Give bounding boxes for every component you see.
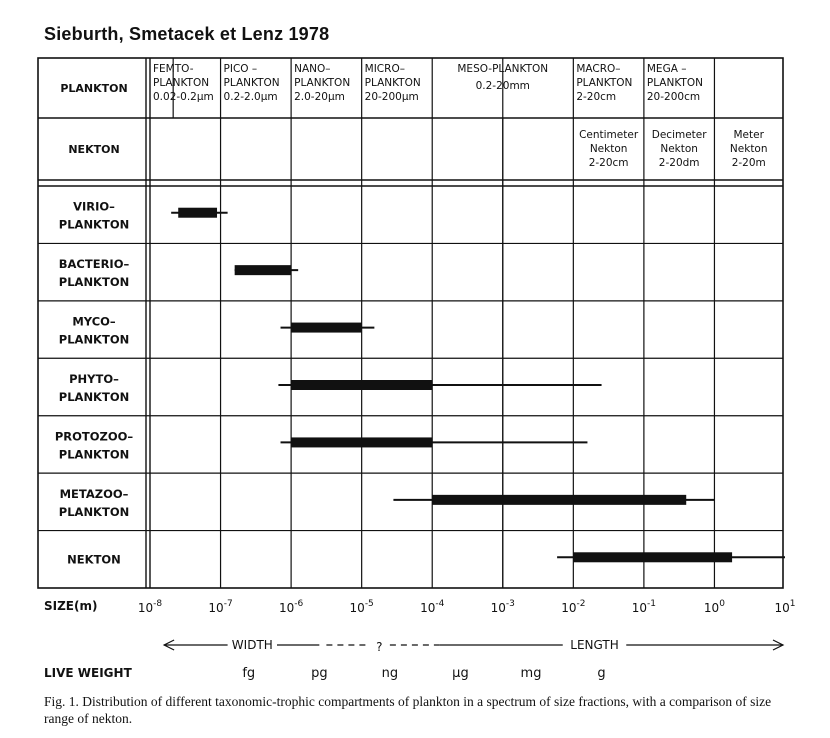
nekton-class-name: Centimeter [579,129,639,141]
weight-unit: ng [381,666,399,681]
series-label: PLANKTON [58,390,130,404]
plankton-class-name: MICRO– [364,63,405,75]
series-label: PLANKTON [58,504,130,519]
plankton-class-name: PLANKTON [646,77,703,89]
x-axis-label: SIZE(m) [44,599,98,613]
nekton-class-range: 2-20dm [658,157,700,169]
range-bar [291,323,362,333]
plankton-class-name: NANO– [294,63,331,75]
x-tick-label: $10^{-2}$ [561,599,586,615]
x-tick-label: $10^{-7}$ [208,599,233,615]
x-tick-label: $10^{-8}$ [137,599,163,615]
nekton-class-name: Decimeter [651,129,707,141]
series-label: PHYTO– [69,372,119,386]
weight-unit: g [597,666,606,681]
figure-title: Sieburth, Smetacek et Lenz 1978 [44,24,330,44]
plankton-class-name: PICO – [223,63,258,75]
plankton-class-range: 2-20cm [576,91,617,103]
series-label: MYCO– [72,314,116,329]
series-label: PLANKTON [58,447,130,462]
weight-unit: µg [452,666,469,681]
series-label: METAZOO– [59,486,129,501]
x-tick-label: $10^{-4}$ [420,599,445,615]
x-tick-label: $10^0$ [703,599,725,615]
series-label: PLANKTON [58,217,130,232]
plankton-class-name: PLANKTON [153,77,210,89]
series-label: BACTERIO– [58,257,130,272]
plankton-class-name: PLANKTON [576,77,633,89]
range-bar [291,437,432,447]
length-label: LENGTH [570,638,619,652]
plankton-class-name: MESO-PLANKTON [457,63,549,75]
plankton-class-range: 0.2-20mm [475,80,530,92]
nekton-class-range: 2-20cm [588,157,629,169]
nekton-header-label: NEKTON [68,143,120,156]
series-label: PLANKTON [58,275,130,290]
range-bar [573,552,732,562]
range-bar [235,265,291,275]
plankton-class-range: 20-200cm [646,91,701,103]
x-tick-label: $10^1$ [774,599,796,615]
weight-unit: fg [242,666,256,681]
x-tick-label: $10^{-1}$ [631,599,657,615]
nekton-class-name: Meter [733,129,764,141]
plankton-class-range: 2.0-20µm [294,91,345,103]
range-bar [178,208,217,218]
weight-unit: pg [311,666,328,681]
plankton-class-name: MEGA – [646,63,687,75]
plankton-class-name: PLANKTON [223,77,280,89]
plankton-class-range: 0.2-2.0µm [223,91,278,103]
nekton-class-name: Nekton [660,143,698,155]
plankton-class-name: PLANKTON [294,77,351,89]
series-label: PLANKTON [58,332,130,347]
width-label: WIDTH [231,638,273,652]
range-bar [291,380,432,390]
plankton-class-range: 0.02-0.2µm [153,91,214,103]
plankton-class-name: PLANKTON [364,77,421,89]
nekton-class-name: Nekton [589,143,628,155]
figure-caption: Fig. 1. Distribution of different taxonomic-trophic compartments of plankton in a spectrum of size fractions, with a comparison of size range of nekton. [44,694,772,726]
series-label: NEKTON [67,552,121,567]
x-tick-label: $10^{-3}$ [490,599,515,615]
nekton-class-name: Nekton [729,143,768,155]
plankton-header-label: PLANKTON [60,82,128,95]
live-weight-label: LIVE WEIGHT [44,666,132,680]
nekton-class-range: 2-20m [731,157,766,169]
plankton-class-name: MACRO– [576,63,621,75]
question-mark: ? [376,640,383,654]
series-label: VIRIO– [73,199,115,214]
series-label: PROTOZOO– [54,429,134,444]
weight-unit: mg [520,666,542,681]
plankton-class-name: FEMTO- [153,63,194,75]
plankton-class-range: 20-200µm [364,91,419,103]
range-bar [432,495,686,505]
x-tick-label: $10^{-6}$ [278,599,304,615]
x-tick-label: $10^{-5}$ [349,599,374,615]
